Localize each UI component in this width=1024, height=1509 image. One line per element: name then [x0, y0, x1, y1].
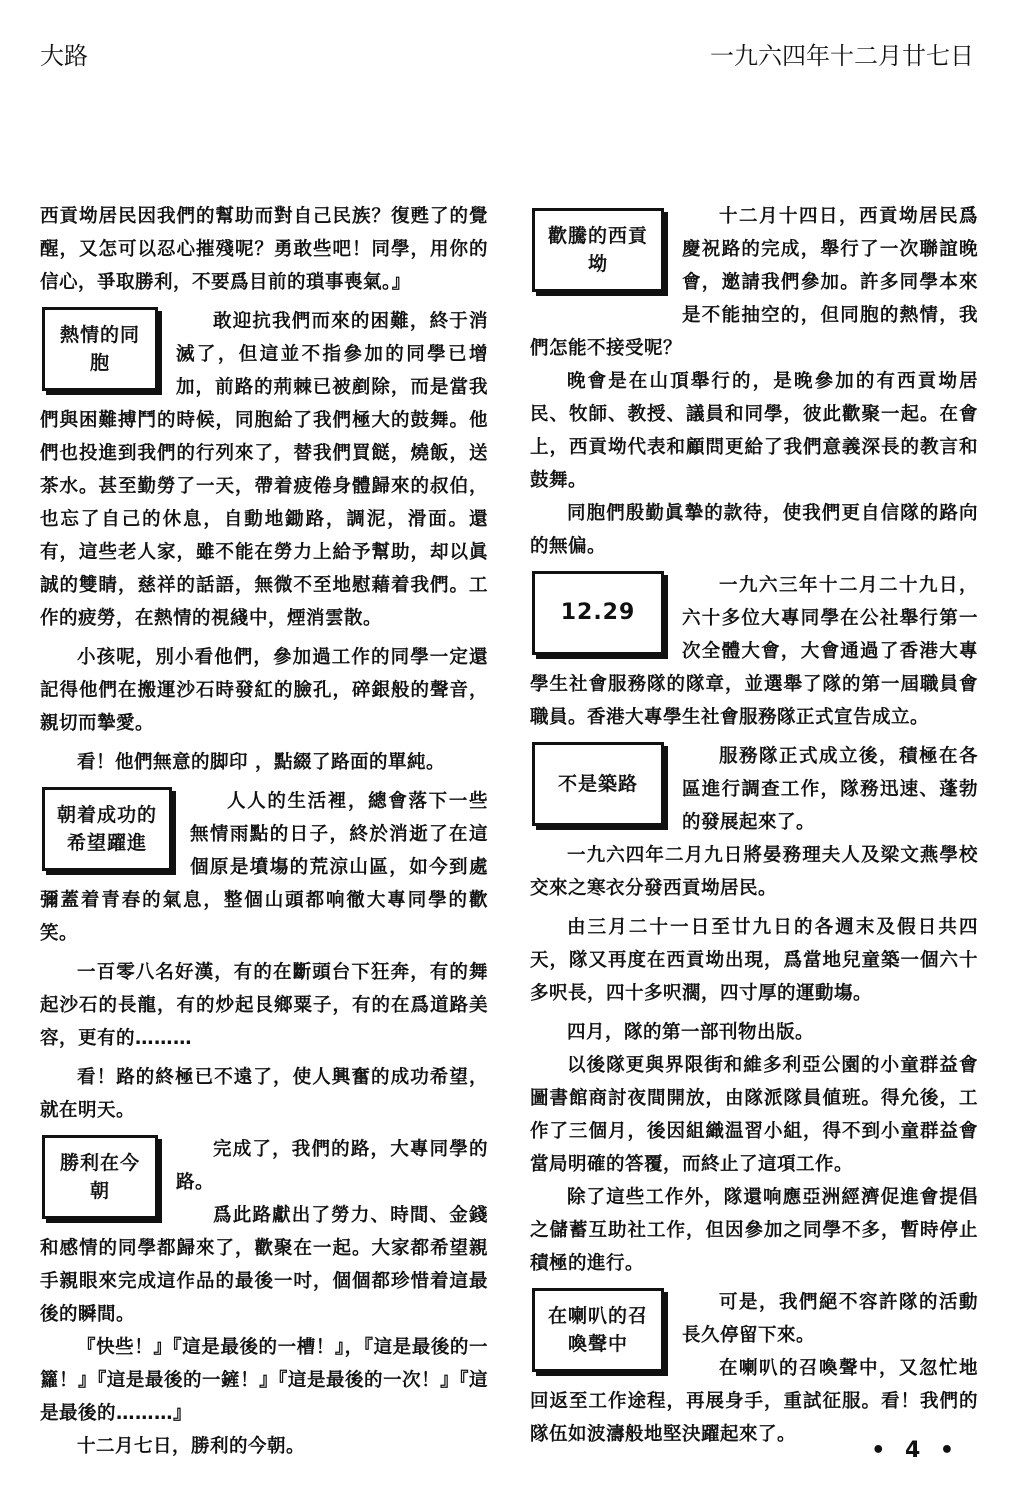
paragraph: 人人的生活裡，總會落下一些無情雨點的日子，終於消逝了在這個原是墳塲的荒涼山區，如今到處彌蓋着青春的氣息，整個山頭都响徹大專同學的歡笑。 — [40, 791, 488, 944]
quote-paragraph: 『快些！』『這是最後的一槽！』，『這是最後的一籮！』『這是最後的一鏟！』『這是最後的一次！』『這是最後的………』 — [40, 1337, 488, 1424]
section-heading-12-29: 12.29 — [532, 571, 664, 655]
paragraph: 以後隊更與界限街和維多利亞公園的小童群益會圖書館商討夜間開放，由隊派隊員値班。得允後，工作了三個月，後因組織温習小組，得不到小童群益會當局明確的答覆，而終止了這項工作。 — [530, 1055, 978, 1175]
paragraph: 看！他們無意的脚印 ，點綴了路面的單純。 — [77, 752, 445, 773]
paragraph: 一九六三年十二月二十九日，六十多位大專同學在公社舉行第一次全體大會，大會通過了香港大專學生社會服務隊的隊章，並選舉了隊的第一屆職員會職員。香港大專學生社會服務隊正式宣告成立。 — [530, 575, 978, 728]
section-heading-not-road-building: 不是築路 — [532, 742, 664, 826]
paragraph: 服務隊正式成立後，積極在各區進行調查工作，隊務迅速、蓬勃的發展起來了。 — [682, 746, 978, 833]
paragraph: 小孩呢，別小看他們，參加過工作的同學一定還記得他們在搬運沙石時發紅的臉孔，碎銀般的聲音，親切而摯愛。 — [40, 647, 488, 734]
paragraph: 晚會是在山頂舉行的，是晚參加的有西貢坳居民、牧師、教授、議員和同學，彼此歡聚一起。在會上，西貢坳代表和顧問更給了我們意義深長的教言和鼓舞。 — [530, 371, 978, 491]
intro-paragraph: 西貢坳居民因我們的幫助而對自己民族？復甦了的覺醒，又怎可以忍心摧殘呢？勇敢些吧！同學，用你的信心，爭取勝利，不要爲目前的瑣事喪氣。』 — [40, 206, 488, 293]
page-number: • 4 • — [871, 1438, 960, 1463]
section-heading-victory-today: 勝利在今朝 — [42, 1135, 158, 1219]
paragraph: 爲此路獻出了勞力、時間、金錢和感情的同學都歸來了，歡聚在一起。大家都希望親手親眼來完成這作品的最後一吋，個個都珍惜着這最後的瞬間。 — [40, 1205, 488, 1325]
left-column — [40, 200, 488, 1463]
paragraph: 敢迎抗我們而來的困難，終于消滅了，但這並不指參加的同學已增加，前路的荊棘已被剷除，而是當我們與困難搏鬥的時候，同胞給了我們極大的鼓舞。他們也投進到我們的行列來了，替我們買餸，燒飯，送茶水。甚至勤勞了一天，帶着疲倦身體歸來的叔伯，也忘了自己的休息，自動地鋤路，調泥，滑面。還有，這些老人家，雖不能在勞力上給予幫助，却以眞誠的雙睛，慈祥的話語，無微不至地慰藉着我們。工作的疲勞，在熱情的視綫中，煙消雲散。 — [40, 311, 488, 629]
section-heading-toward-success: 朝着成功的希望躍進 — [42, 787, 172, 871]
right-column — [530, 200, 978, 1451]
publication-title: 大路 — [40, 42, 88, 70]
section-heading-bugle-call: 在喇叭的召喚聲中 — [532, 1288, 664, 1372]
section-heading-sai-kung-celebration: 歡騰的西貢坳 — [532, 208, 664, 292]
paragraph: 完成了，我們的路，大專同學的路。 — [176, 1139, 488, 1193]
paragraph: 在喇叭的召喚聲中，又忽忙地回返至工作途程，再展身手，重試征服。看！我們的隊伍如波濤般地堅決躍起來了。 — [530, 1358, 978, 1445]
paragraph: 一九六四年二月九日將晏務理夫人及梁文燕學校交來之寒衣分發西貢坳居民。 — [530, 845, 978, 899]
paragraph: 由三月二十一日至廿九日的各週末及假日共四天，隊又再度在西貢坳出現，爲當地兒童築一個六十多呎長，四十多呎濶，四寸厚的運動塲。 — [530, 917, 978, 1004]
page-number-value: 4 — [904, 1438, 927, 1463]
paragraph: 可是，我們絕不容許隊的活動長久停留下來。 — [682, 1292, 978, 1346]
paragraph: 十二月七日，勝利的今朝。 — [77, 1436, 306, 1457]
section-heading-warm-compatriots: 熱情的同胞 — [42, 307, 158, 391]
paragraph: 十二月十四日，西貢坳居民爲慶祝路的完成，舉行了一次聯誼晚會，邀請我們參加。許多同學本來是不能抽空的，但同胞的熱情，我們怎能不接受呢？ — [530, 206, 978, 359]
paragraph: 看！路的終極已不遠了，使人興奮的成功希望，就在明天。 — [40, 1067, 488, 1121]
paragraph: 同胞們殷勤眞摯的款待，使我們更自信隊的路向的無偏。 — [530, 503, 978, 557]
paragraph: 除了這些工作外，隊還响應亞洲經濟促進會提倡之儲蓄互助社工作，但因參加之同學不多，暫時停止積極的進行。 — [530, 1187, 978, 1274]
issue-date: 一九六四年十二月廿七日 — [710, 42, 974, 70]
paragraph: 四月，隊的第一部刊物出版。 — [567, 1022, 815, 1043]
paragraph: 一百零八名好漢，有的在斷頭台下狂奔，有的舞起沙石的長龍，有的炒起艮鄉粟子，有的在爲道路美容，更有的……… — [40, 962, 488, 1049]
